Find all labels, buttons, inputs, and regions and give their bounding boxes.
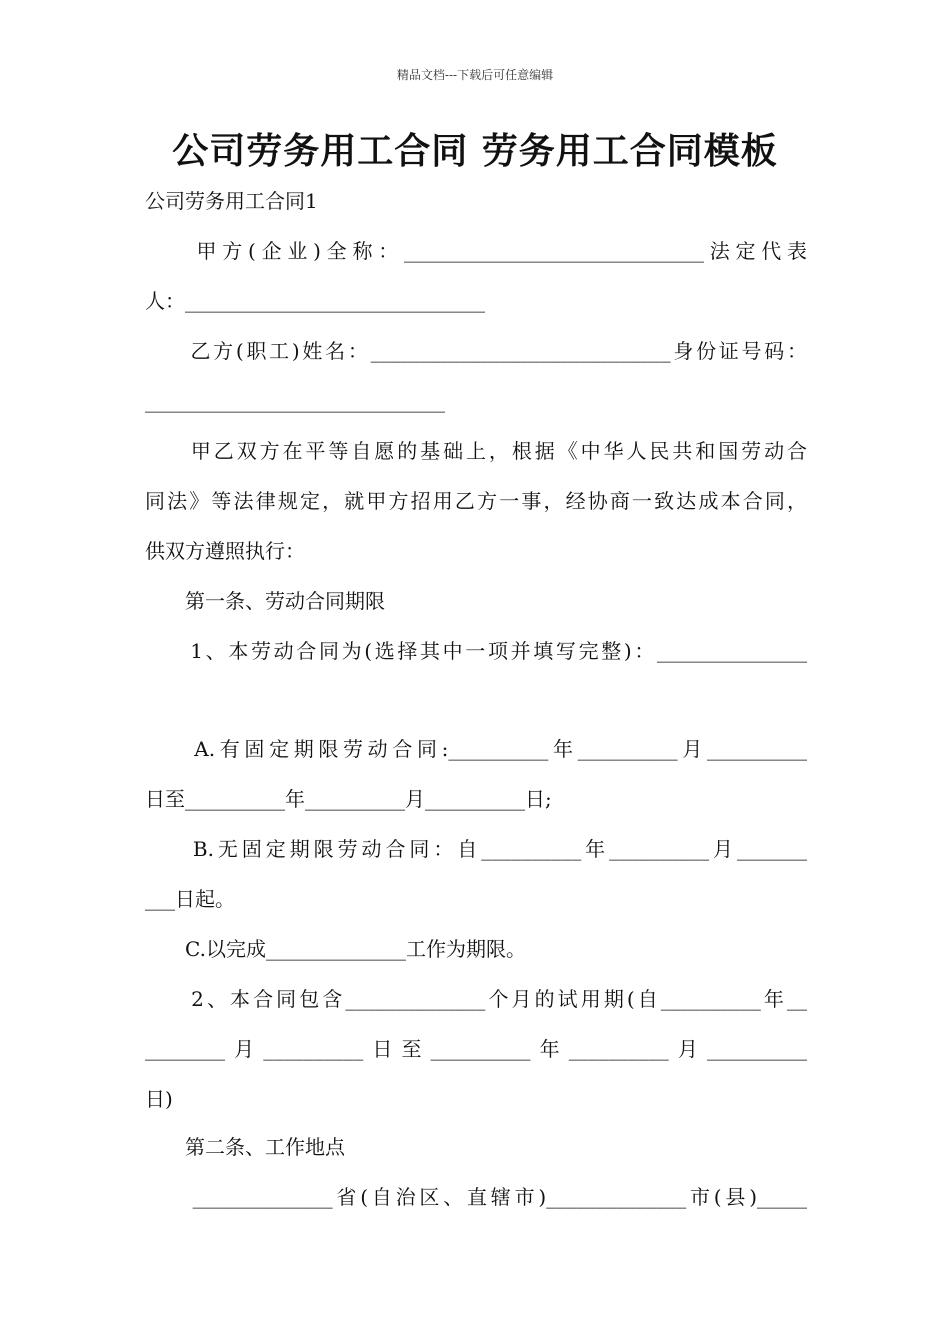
contract-subtitle: 公司劳务用工合同1 [145, 189, 318, 213]
article-1-item-2-line-2: ________月__________日至__________年__________月__________ [145, 1037, 807, 1061]
article-1-item-2-line-3: 日) [145, 1087, 173, 1111]
party-b-line-2: ______________________________ [145, 389, 445, 413]
preamble-line-3: 供双方遵照执行： [145, 539, 305, 563]
article-1-heading: 第一条、劳动合同期限 [145, 589, 385, 613]
party-b-line-1: 乙方(职工)姓名：______________________________身份证号码： [145, 339, 807, 363]
option-c-line: C.以完成______________工作为期限。 [145, 937, 526, 961]
option-a-line-2: 日至__________年__________月__________日; [145, 787, 552, 811]
article-2-heading: 第二条、工作地点 [145, 1135, 345, 1159]
article-1-item-2-line-1: 2、本合同包含______________个月的试用期(自__________年__ [145, 987, 807, 1011]
preamble-line-2: 同法》等法律规定，就甲方招用乙方一事，经协商一致达成本合同， [145, 489, 807, 513]
document-title: 公司劳务用工合同 劳务用工合同模板 [172, 131, 778, 172]
option-b-line-1: B.无固定期限劳动合同：自__________年__________月_______ [145, 837, 807, 861]
article-1-item-1: 1、本劳动合同为(选择其中一项并填写完整)：_______________ [145, 639, 807, 663]
preamble-line-1: 甲乙双方在平等自愿的基础上，根据《中华人民共和国劳动合 [145, 439, 807, 463]
header-note: 精品文档---下载后可任意编辑 [396, 68, 554, 82]
option-b-line-2: ___日起。 [145, 887, 235, 911]
party-a-line-2: 人：______________________________ [145, 289, 485, 313]
option-a-line-1: A.有固定期限劳动合同:__________年__________月__________ [145, 737, 807, 761]
article-2-line-1: ______________省(自治区、直辖市)______________市(县)_____ [145, 1185, 807, 1209]
party-a-line-1: 甲方(企业)全称：______________________________法定代表 [145, 239, 807, 263]
